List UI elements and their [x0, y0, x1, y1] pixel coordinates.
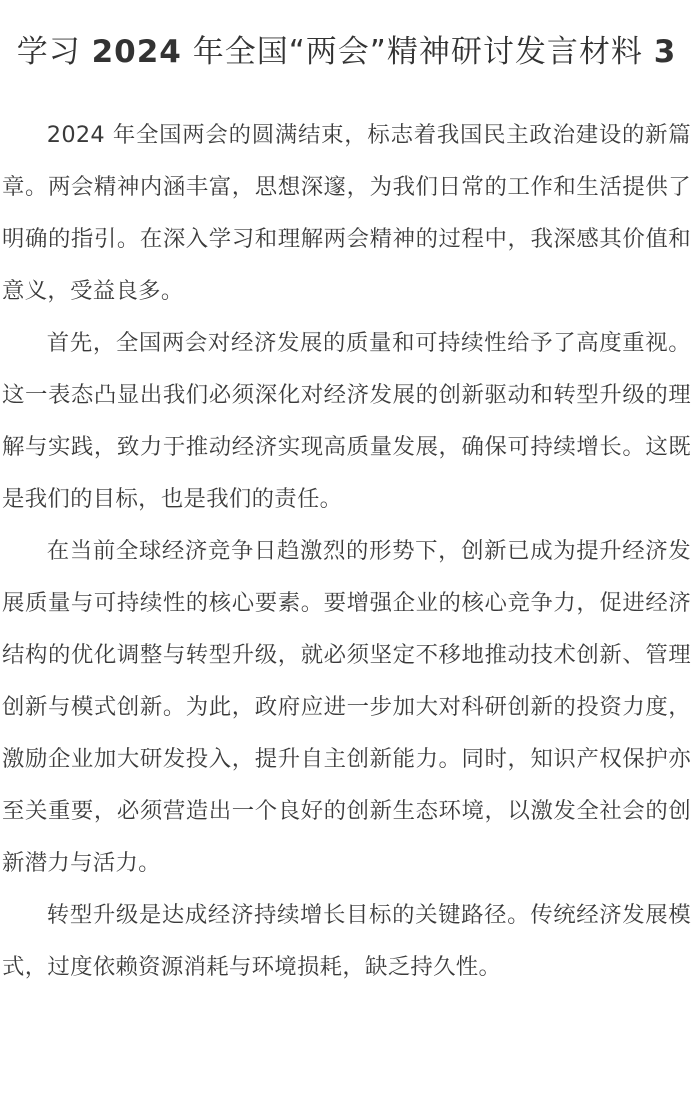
paragraph-2: 首先，全国两会对经济发展的质量和可持续性给予了高度重视。这一表态凸显出我们必须深化对经济发展的创新驱动和转型升级的理解与实践，致力于推动经济实现高质量发展，确保可持续增长。这既是我们的目标，也是我们的责任。 [2, 330, 691, 512]
document-title [2, 26, 691, 79]
paragraph-1: 2024 年全国两会的圆满结束，标志着我国民主政治建设的新篇章。两会精神内涵丰富，思想深邃，为我们日常的工作和生活提供了明确的指引。在深入学习和理解两会精神的过程中，我深感其价值和意义，受益良多。 [2, 122, 691, 304]
title-number: 3 [653, 34, 677, 70]
title-year: 2024 [91, 34, 182, 70]
title-main: 年全国“两会”精神研讨发言材料 [181, 34, 654, 70]
title-prefix: 学习 [16, 34, 92, 70]
paragraph-3: 在当前全球经济竞争日趋激烈的形势下，创新已成为提升经济发展质量与可持续性的核心要素。要增强企业的核心竞争力，促进经济结构的优化调整与转型升级，就必须坚定不移地推动技术创新、管理创新与模式创新。为此，政府应进一步加大对科研创新的投资力度，激励企业加大研发投入，提升自主创新能力。同时，知识产权保护亦至关重要，必须营造出一个良好的创新生态环境，以激发全社会的创新潜力与活力。 [2, 538, 691, 876]
paragraph-4: 转型升级是达成经济持续增长目标的关键路径。传统经济发展模式，过度依赖资源消耗与环境损耗，缺乏持久性。 [2, 902, 691, 980]
document-body [2, 109, 691, 993]
